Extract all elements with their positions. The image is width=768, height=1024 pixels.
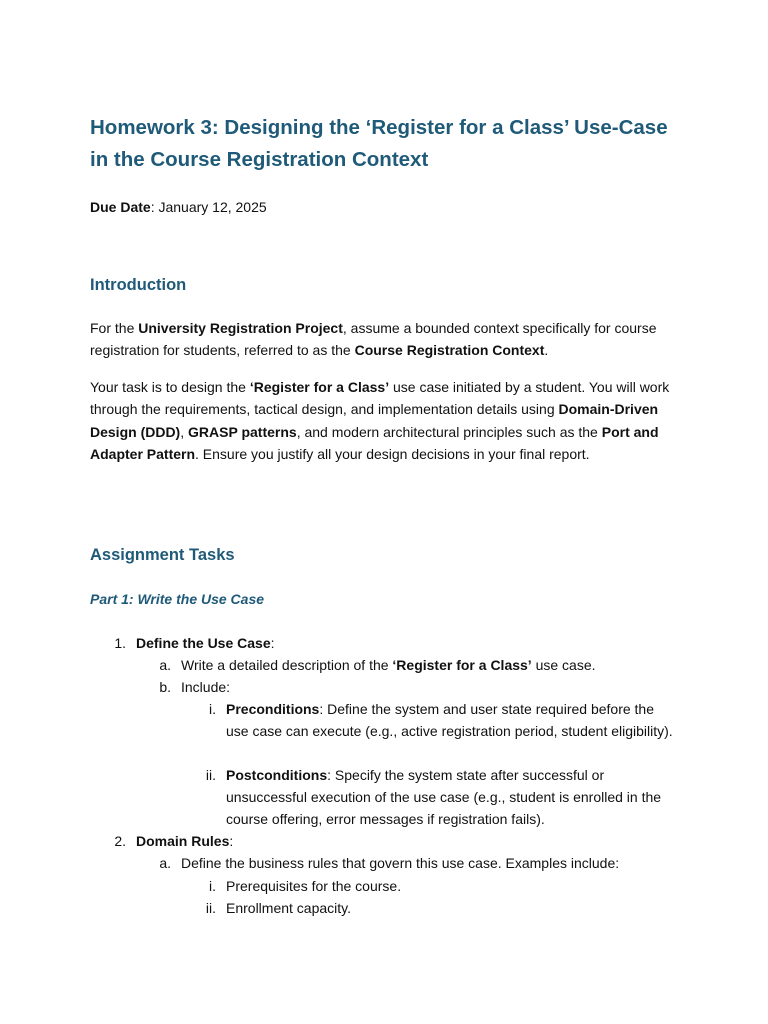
bold-text: Port and Adapter Pattern (90, 423, 659, 463)
text-run: Your task is to design the (90, 379, 250, 395)
text-run: . Ensure you justify all your design decisions in your final report. (195, 446, 590, 463)
list-item-text (226, 900, 351, 916)
list-marker: i. (209, 701, 216, 717)
list-item-text (181, 657, 596, 673)
part-1-heading: Part 1: Write the Use Case (90, 591, 265, 607)
bold-text: Domain-Driven Design (DDD) (90, 401, 659, 440)
intro-paragraph-1 (90, 317, 680, 362)
list-item-text (181, 855, 619, 871)
list-marker: 2. (114, 833, 126, 849)
due-date-value: : January 12, 2025 (150, 199, 267, 215)
text-run: use case. (531, 657, 596, 673)
text-run: use case initiated by a student. You will work through the requirements, tactical design, and implementation details using (90, 379, 670, 418)
text-run: : (270, 635, 275, 651)
list-marker: ii. (205, 900, 216, 916)
text-run: Include: (181, 679, 231, 695)
list-marker: b. (159, 679, 171, 695)
intro-paragraph-2 (90, 376, 680, 466)
list-item (159, 654, 681, 676)
text-run: Enrollment capacity. (226, 900, 352, 916)
list-item (114, 632, 676, 654)
list-marker: a. (159, 657, 171, 673)
list-marker: a. (159, 855, 171, 871)
text-run: Define the business rules that govern this use case. Examples include: (181, 855, 620, 871)
text-run: , and modern architectural principles such as the (296, 423, 602, 440)
text-run: . (544, 342, 549, 359)
bold-text: Postconditions (226, 767, 328, 783)
list-item (114, 830, 676, 852)
due-date (90, 197, 267, 217)
list-item-text (181, 679, 230, 695)
text-run: , assume a bounded context specifically for course registration for students, referred to as the (90, 320, 657, 359)
text-run: : Define the system and user state required before the use case can execute (e.g., active registration period, student eligibility). (226, 701, 673, 740)
text-run: , (180, 423, 189, 440)
due-date-label: Due Date (90, 199, 151, 215)
bold-text: Domain Rules (136, 833, 230, 849)
list-item (209, 698, 676, 742)
list-item (159, 676, 681, 698)
list-item (205, 764, 666, 831)
assignment-tasks-heading: Assignment Tasks (90, 546, 235, 564)
text-run: For the (90, 320, 139, 336)
text-run: Prerequisites for the course. (226, 878, 402, 894)
bold-text: University Registration Project (138, 320, 343, 336)
text-run: : (229, 833, 234, 849)
list-marker: 1. (114, 635, 126, 651)
page-title: Homework 3: Designing the ‘Register for a Class’ Use-Case in the Course Registration Context (90, 116, 668, 171)
list-marker: i. (209, 878, 216, 894)
bold-text: ‘Register for a Class’ (392, 657, 532, 673)
list-item (209, 875, 676, 897)
bold-text: ‘Register for a Class’ (249, 379, 390, 395)
introduction-heading: Introduction (90, 276, 187, 294)
list-marker: ii. (205, 767, 216, 783)
list-item (205, 897, 676, 919)
list-item (159, 852, 681, 874)
bold-text: Course Registration Context (354, 342, 545, 359)
bold-text: Define the Use Case (136, 635, 271, 651)
list-item-text (136, 635, 275, 651)
list-item-text (226, 701, 673, 739)
list-item-text (226, 767, 661, 827)
text-run: : Specify the system state after successful or unsuccessful execution of the use case (e.g., student is enrolled in the course offering, error messages if registration fails). (226, 767, 662, 828)
bold-text: GRASP patterns (188, 423, 297, 440)
list-item-text (226, 878, 401, 894)
bold-text: Preconditions (226, 701, 320, 717)
list-item-text (136, 833, 233, 849)
text-run: Write a detailed description of the (181, 657, 393, 673)
